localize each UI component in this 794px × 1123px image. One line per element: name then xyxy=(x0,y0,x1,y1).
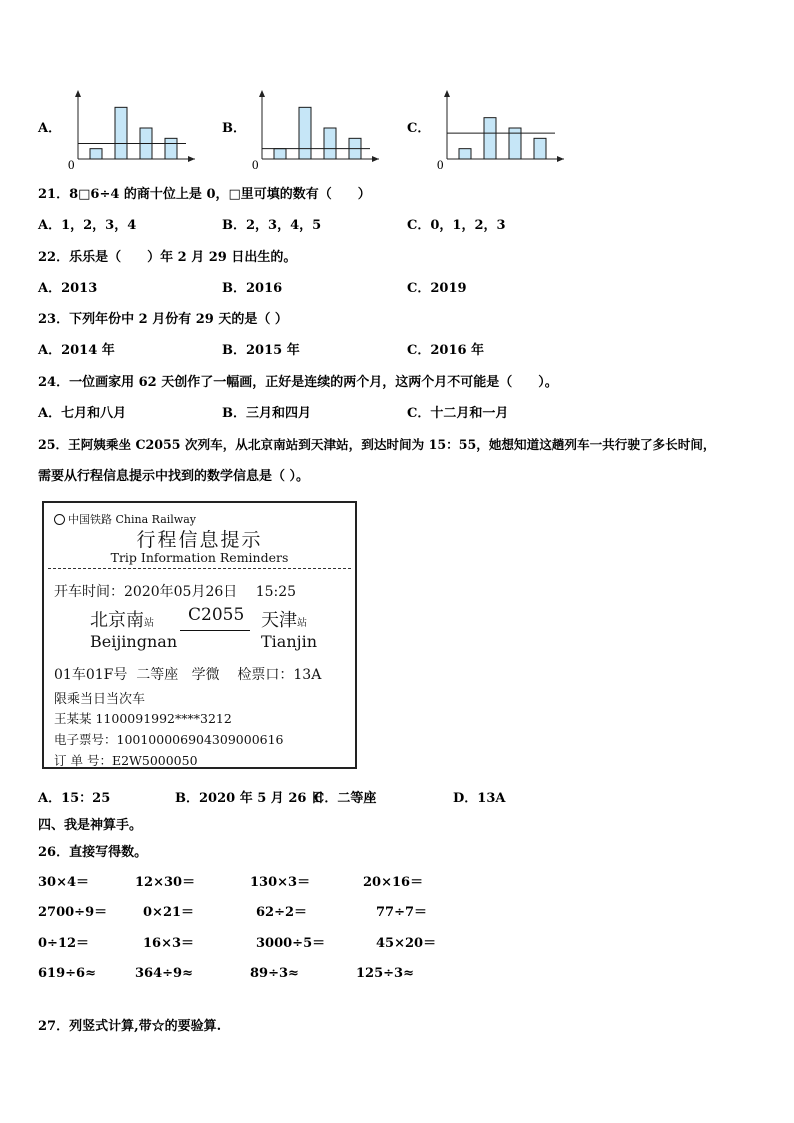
q26-item: 45×20＝ xyxy=(376,936,437,951)
railway-logo-icon xyxy=(54,514,65,525)
ticket-arrow-line xyxy=(180,630,250,631)
q26-item: 62÷2＝ xyxy=(256,905,308,920)
q26-item: 20×16＝ xyxy=(363,875,424,890)
q22-option-c[interactable]: C．2019 xyxy=(407,281,467,296)
y-axis-arrow-icon xyxy=(75,90,81,97)
ticket-from-suffix: 站 xyxy=(144,618,154,629)
q27-stem: 27．列竖式计算,带☆的要验算. xyxy=(38,1019,222,1034)
ticket-from-cn: 北京南 xyxy=(90,610,144,631)
bar xyxy=(299,107,311,159)
ticket-to-en: Tianjin xyxy=(261,632,318,651)
section4-title: 四、我是神算手。 xyxy=(38,818,143,833)
q23-option-c[interactable]: C．2016 年 xyxy=(407,343,485,358)
q26-item: 130×3＝ xyxy=(250,875,311,890)
ticket-header: 中国铁路 China Railway xyxy=(68,513,196,526)
q20-option-a-label: A． xyxy=(38,121,62,136)
q24-option-a[interactable]: A．七月和八月 xyxy=(38,406,127,421)
ticket-eticket: 电子票号：10010000690430900061​6 xyxy=(54,732,284,747)
q26-item: 0×21＝ xyxy=(143,905,195,920)
q25-stem-line2: 需要从行程信息提示中找到的数学信息是（ ）。 xyxy=(38,469,310,484)
q25-option-c[interactable]: C．二等座 xyxy=(314,791,377,806)
y-axis-arrow-icon xyxy=(444,90,450,97)
ticket-passenger: 王某某 1100091992****3212 xyxy=(54,711,232,726)
q21-option-c[interactable]: C．0，1，2，3 xyxy=(407,218,506,233)
q23-option-b[interactable]: B．2015 年 xyxy=(222,343,300,358)
x-axis-arrow-icon xyxy=(372,156,379,162)
y-axis-arrow-icon xyxy=(259,90,265,97)
q26-item: 16×3＝ xyxy=(143,936,195,951)
x-axis-arrow-icon xyxy=(188,156,195,162)
ticket-title-cn: 行程信息提示 xyxy=(136,529,263,551)
q23-option-a[interactable]: A．2014 年 xyxy=(38,343,115,358)
q21-option-b[interactable]: B．2，3，4，5 xyxy=(222,218,322,233)
q25-option-d[interactable]: D．13A xyxy=(453,791,506,806)
bar xyxy=(90,149,102,159)
bar xyxy=(324,128,336,159)
trip-information-ticket xyxy=(42,501,357,769)
q26-item: 77÷7＝ xyxy=(376,905,428,920)
q20-option-c-label: C． xyxy=(407,121,431,136)
bar xyxy=(484,118,496,159)
x-axis-arrow-icon xyxy=(557,156,564,162)
ticket-from-en: Beijingnan xyxy=(90,632,178,651)
q24-option-b[interactable]: B．三月和四月 xyxy=(222,406,311,421)
q26-item: 30×4＝ xyxy=(38,875,90,890)
q22-option-b[interactable]: B．2016 xyxy=(222,281,283,296)
q22-stem: 22．乐乐是（ ）年 2 月 29 日出生的。 xyxy=(38,250,297,265)
axis-origin-label: 0 xyxy=(252,157,259,170)
bar xyxy=(274,149,286,159)
ticket-to-station xyxy=(261,606,307,632)
ticket-divider xyxy=(48,568,351,569)
q20-chart-b xyxy=(244,88,384,170)
q26-item: 364÷9≈ xyxy=(135,966,193,981)
bar xyxy=(165,138,177,159)
q24-stem: 24．一位画家用 62 天创作了一幅画，正好是连续的两个月，这两个月不可能是（ ）。 xyxy=(38,375,558,390)
q23-stem: 23．下列年份中 2 月份有 29 天的是（ ） xyxy=(38,312,288,327)
bar xyxy=(459,149,471,159)
ticket-train-no: C2055 xyxy=(188,605,245,625)
ticket-title-en: Trip Information Reminders xyxy=(110,550,289,565)
q20-option-b-label: B． xyxy=(222,121,246,136)
ticket-seat: 01车01F号 二等座 学微 检票口：13A xyxy=(54,667,322,683)
ticket-departure: 开车时间：2020年05月26日 15:25 xyxy=(54,584,297,600)
ticket-to-suffix: 站 xyxy=(297,618,307,629)
q26-item: 89÷3≈ xyxy=(250,966,299,981)
ticket-order: 订 单 号：E2W5000050 xyxy=(54,753,198,768)
bar xyxy=(115,107,127,159)
q26-item: 12×30＝ xyxy=(135,875,196,890)
q26-item: 125÷3≈ xyxy=(356,966,414,981)
axis-origin-label: 0 xyxy=(68,157,75,170)
q26-item: 2700÷9＝ xyxy=(38,905,108,920)
ticket-to-cn: 天津 xyxy=(261,610,297,631)
ticket-note: 限乘当日当次车 xyxy=(54,692,146,707)
q26-stem: 26．直接写得数。 xyxy=(38,845,148,860)
q21-option-a[interactable]: A．1，2，3，4 xyxy=(38,218,137,233)
q25-stem-line1: 25．王阿姨乘坐 C2055 次列车，从北京南站到天津站，到达时间为 15：55，她想知道这趟列车一共行驶了多长时间， xyxy=(38,437,716,452)
bar xyxy=(534,138,546,159)
q25-option-a[interactable]: A．15：25 xyxy=(38,791,111,806)
q20-chart-c xyxy=(429,88,569,170)
q22-option-a[interactable]: A．2013 xyxy=(38,281,98,296)
q21-stem: 21．8□6÷4 的商十位上是 0，□里可填的数有（ ） xyxy=(38,187,371,202)
q24-option-c[interactable]: C．十二月和一月 xyxy=(407,406,509,421)
q25-option-b[interactable]: B．2020 年 5 月 26 日 xyxy=(175,791,324,806)
q26-item: 3000÷5＝ xyxy=(256,936,326,951)
q26-item: 619÷6≈ xyxy=(38,966,96,981)
q20-chart-a xyxy=(60,88,200,170)
q26-item: 0÷12＝ xyxy=(38,936,90,951)
bar xyxy=(509,128,521,159)
axis-origin-label: 0 xyxy=(437,157,444,170)
ticket-from-station xyxy=(90,606,154,632)
